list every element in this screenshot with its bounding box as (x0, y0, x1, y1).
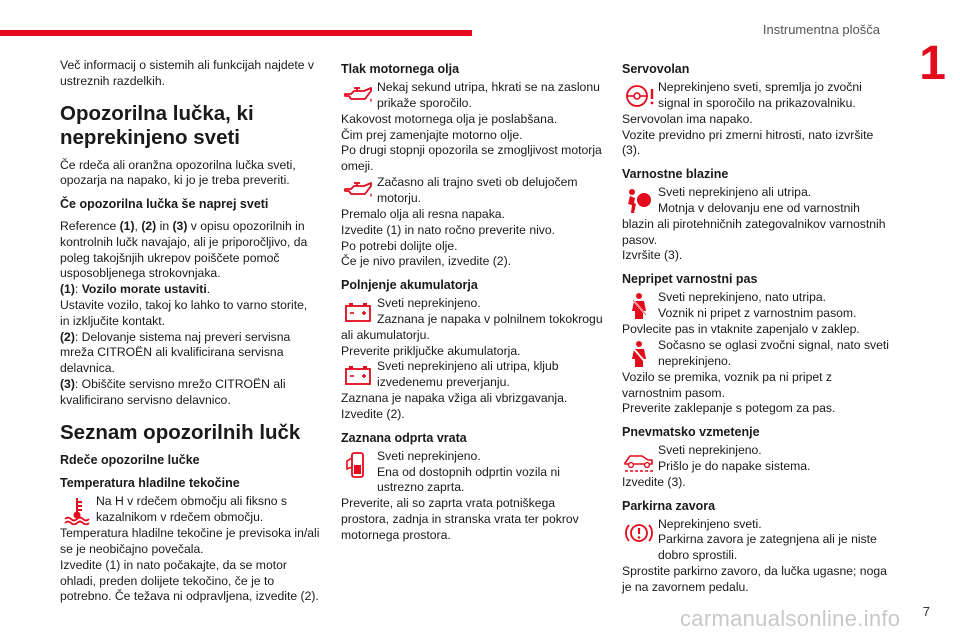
suspension-text-3: Izvedite (3). (622, 474, 686, 489)
suspension-item: Sveti neprekinjeno. Prišlo je do napake sistema. (622, 443, 890, 475)
door-text-3: Preverite, ali so zaprta vrata potniškega prostora, zadnja in stranska vrata ter pokrov motornega prostora. (341, 496, 579, 542)
oil-pressure-icon (341, 176, 375, 206)
ref-1-line: (1): Vozilo morate ustaviti. (60, 282, 211, 297)
battery-text-2: Zaznana je napaka v polnilnem tokokrogu ali akumulatorju. (341, 311, 603, 342)
coolant-text-3: Izvedite (1) in nato počakajte, da se motor ohladi, preden dolijete tekočino, če je to potrebno. Če težava ni odpravljena, izvedite (2). (60, 557, 319, 604)
battery-item-1: Sveti neprekinjeno. (341, 296, 603, 328)
power-steering-icon (622, 81, 656, 111)
parking-item: Neprekinjeno sveti. Parkirna zavora je zategnjena ali je niste dobro sprostili. (622, 517, 890, 564)
oil-text-2: Kakovost motornega olja je poslabšana. (341, 111, 558, 126)
airbag-icon (622, 186, 656, 216)
airbag-text-2: Motnja v delovanju ene od varnostnih blazin ali pirotehničnih zategovalnikov varnostnih pasov. (622, 200, 886, 247)
steering-text-3: Vozite previdno pri zmerni hitrosti, nato izvršite (3). (622, 127, 874, 158)
heading-list: Seznam opozorilnih lučk (60, 420, 301, 444)
seatbelt-text-6: Preverite zaklepanje s potegom za pas. (622, 401, 836, 416)
seatbelt-item-2: Sočasno se oglasi zvočni signal, nato sveti neprekinjeno. (622, 338, 890, 370)
oil-text-4: Po drugi stopnji opozorila se zmogljivost motorja omeji. (341, 143, 602, 174)
airbag-item: Sveti neprekinjeno ali utripa. (622, 185, 890, 217)
seatbelt-icon (622, 291, 656, 321)
oil-text-8: Po potrebi dolijte olje. (341, 238, 458, 253)
oil-text-3: Čim prej zamenjajte motorno olje. (341, 127, 523, 142)
section-title: Instrumentna plošča (762, 22, 880, 37)
chapter-number: 1 (919, 37, 946, 90)
column-1 (60, 58, 320, 605)
heading-battery: Polnjenje akumulatorja (341, 278, 478, 293)
seatbelt-icon (622, 339, 656, 369)
oil-text-7: Izvedite (1) in nato ročno preverite nivo. (341, 222, 556, 237)
watermark: carmanualsonline.info (680, 606, 901, 631)
battery-icon (341, 297, 375, 327)
parking-brake-icon (622, 518, 656, 548)
heading-warning-light: Opozorilna lučka, ki neprekinjeno sveti (60, 101, 254, 149)
heading-seatbelt: Nepripet varnostni pas (622, 272, 758, 287)
steering-item: Neprekinjeno sveti, spremlja jo zvočni signal in sporočilo na prikazovalniku. (622, 80, 890, 112)
references-text: Reference (1), (2) in (3) v opisu opozorilnih in kontrolnih lučk navajajo, ali je priporočljivo, da poleg takojšnjih ukrepov poiščete pomoč usposobljenega strokovnjaka. (60, 218, 308, 281)
page-number: 7 (922, 604, 930, 619)
heading-still-on: Če opozorilna lučka še naprej sveti (60, 197, 269, 212)
coolant-temperature-icon (60, 495, 94, 525)
oil-pressure-icon (341, 81, 375, 111)
battery-icon (341, 360, 375, 390)
seatbelt-item-1: Sveti neprekinjeno, nato utripa. Voznik ni pripet z varnostnim pasom. (622, 290, 890, 322)
battery-text-5: Zaznana je napaka vžiga ali vbrizgavanja. (341, 391, 568, 406)
battery-text-3: Preverite priključke akumulatorja. (341, 343, 521, 358)
parking-text-3: Sprostite parkirno zavoro, da lučka ugasne; noga je na zavornem pedalu. (622, 563, 887, 594)
warning-text: Če rdeča ali oranžna opozorilna lučka sveti, opozarja na napako, ki jo je treba preveriti. (60, 157, 296, 188)
ref-2-text: (2): Delovanje sistema naj preveri servisna mreža CITROËN ali kvalificirana servisna delavnica. (60, 329, 291, 376)
heading-door-open: Zaznana odprta vrata (341, 430, 467, 445)
heading-air-suspension: Pnevmatsko vzmetenje (622, 425, 760, 440)
oil-item-1: Nekaj sekund utripa, hkrati se na zaslonu prikaže sporočilo. (341, 80, 603, 112)
coolant-item: Na H v rdečem območju ali fiksno s kazalnikom v rdečem območju. (60, 494, 320, 526)
air-suspension-icon (622, 444, 656, 474)
coolant-text-2: Temperatura hladilne tekočine je previsoka in/ali se je neobičajno povečala. (60, 526, 320, 556)
ref-3-text: (3): Obiščite servisno mrežo CITROËN ali kvalificirano servisno delavnico. (60, 376, 286, 407)
heading-airbag: Varnostne blazine (622, 167, 729, 182)
heading-oil-pressure: Tlak motornega olja (341, 62, 460, 76)
battery-text-6: Izvedite (2). (341, 407, 405, 422)
ref-1-text: Ustavite vozilo, takoj ko lahko to varno storite, in izključite kontakt. (60, 297, 308, 328)
oil-item-2: Začasno ali trajno sveti ob delujočem motorju. (341, 175, 603, 207)
heading-coolant: Temperatura hladilne tekočine (60, 476, 240, 491)
heading-red-lights: Rdeče opozorilne lučke (60, 452, 200, 467)
column-2 (341, 62, 603, 544)
column-3 (622, 62, 890, 596)
door-open-icon (341, 450, 375, 480)
oil-text-6: Premalo olja ali resna napaka. (341, 206, 505, 221)
oil-text-9: Če je nivo pravilen, izvedite (2). (341, 254, 512, 269)
intro-text: Več informacij o sistemih ali funkcijah najdete v ustreznih razdelkih. (60, 58, 315, 88)
seatbelt-text-3: Povlecite pas in vtaknite zapenjalo v zaklep. (622, 321, 860, 336)
steering-text-2: Servovolan ima napako. (622, 111, 753, 126)
airbag-text-3: Izvršite (3). (622, 248, 683, 263)
battery-item-2: Sveti neprekinjeno ali utripa, kljub izvedenemu preverjanju. (341, 359, 603, 391)
accent-bar (0, 30, 472, 36)
heading-parking-brake: Parkirna zavora (622, 498, 716, 513)
door-item: Sveti neprekinjeno. Ena od dostopnih odprtin vozila ni ustrezno zaprta. (341, 449, 603, 496)
seatbelt-text-5: Vozilo se premika, voznik pa ni pripet z varnostnim pasom. (622, 369, 832, 400)
heading-power-steering: Servovolan (622, 62, 690, 76)
